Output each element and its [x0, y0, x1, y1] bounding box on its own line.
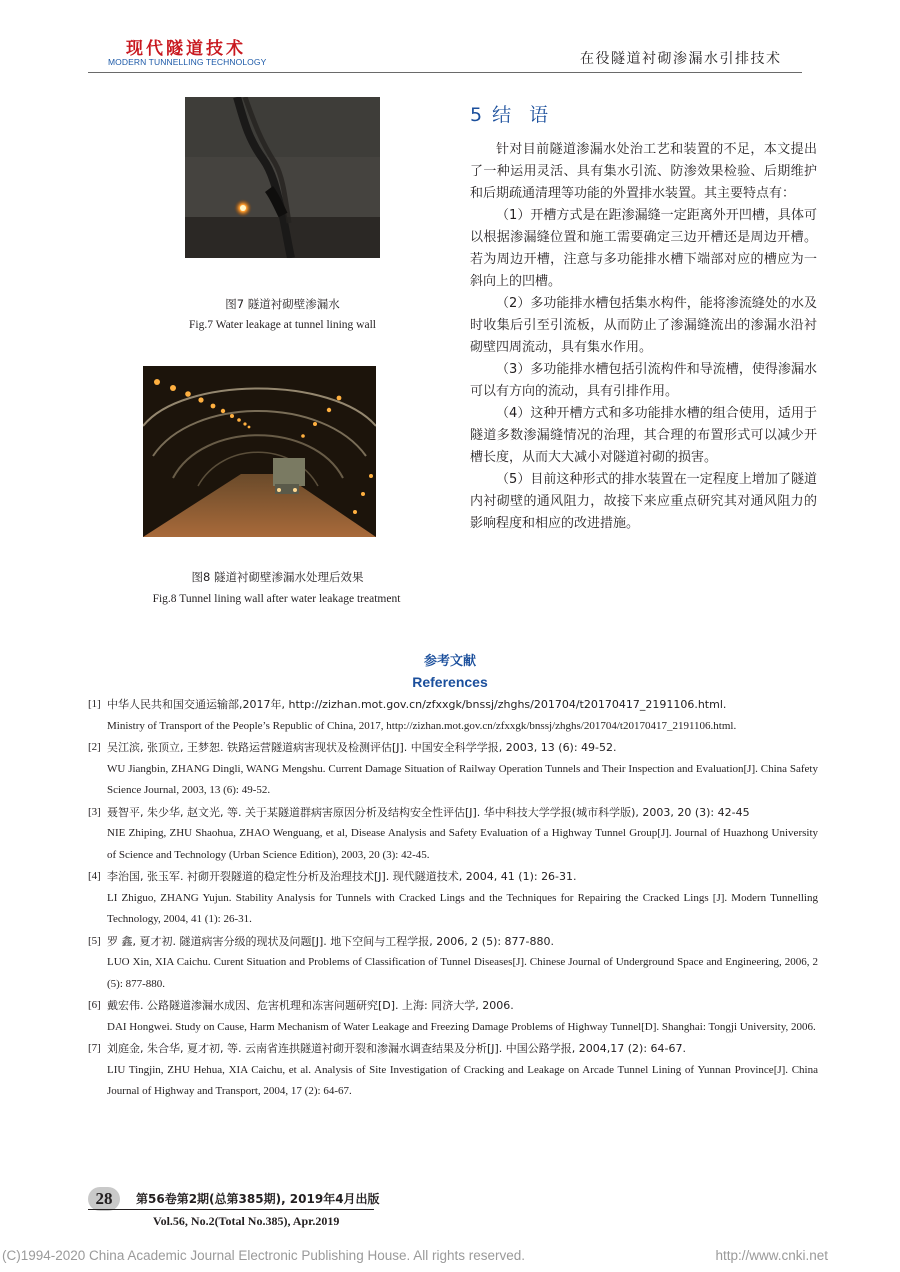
reference-item [88, 802, 818, 867]
reference-en: LUO Xin, XIA Caichu. Curent Situation and Problems of Classification of Tunnel Diseases[J]. Chinese Journal of Underground Space and Engineering, 2006, 2 (5): 877-880. [107, 956, 818, 990]
paragraph: （3）多功能排水槽包括引流构件和导流槽，使得渗漏水可以有方向的流动，具有引排作用。 [470, 362, 817, 399]
reference-number: [5] [88, 934, 101, 947]
figure-7-caption-en: Fig.7 Water leakage at tunnel lining wall [189, 319, 376, 331]
reference-en: LI Zhiguo, ZHANG Yujun. Stability Analysis for Tunnels with Cracked Lings and the Techniques for Repairing the Cracked Lings [J]. Modern Tunnelling Technology, 2004, 41 (1): 26-31. [107, 891, 818, 925]
running-title: 在役隧道衬砌渗漏水引排技术 [580, 51, 782, 67]
footer-divider [88, 1209, 374, 1210]
figure-8-photo [143, 366, 376, 537]
paragraph: 针对目前隧道渗漏水处治工艺和装置的不足，本文提出了一种运用灵活、具有集水引流、防渗效果检验、后期维护和后期疏通清理等功能的外置排水装置。其主要特点有： [470, 142, 817, 201]
paragraph: （4）这种开槽方式和多功能排水槽的组合使用，适用于隧道多数渗漏缝情况的治理，其合理的布置形式可以减少开槽长度，从而大大减小对隧道衬砌的损害。 [470, 406, 817, 465]
copyright-text: (C)1994-2020 China Academic Journal Electronic Publishing House. All rights reserved. [2, 1248, 526, 1263]
reference-cn: 中华人民共和国交通运输部,2017年, http://zizhan.mot.gov.cn/zfxxgk/bnssj/zhghs/201704/t20170417_2191106.html. [107, 698, 727, 711]
reference-item [88, 866, 818, 931]
reference-item [88, 931, 818, 996]
reference-en: NIE Zhiping, ZHU Shaohua, ZHAO Wenguang, et al, Disease Analysis and Safety Evaluation of a Highway Tunnel Group[J]. Journal of Huazhong University of Science and Technology (Urban Science Edition), 2003, 20 (3): 42-45. [107, 827, 818, 861]
reference-en: Ministry of Transport of the People’s Republic of China, 2017, http://zizhan.mot.gov.cn/zfxxgk/bnssj/zhghs/201704/t20170417_2191106.html. [107, 719, 737, 732]
figure-7-image [185, 97, 380, 258]
copyright-notice [2, 1248, 898, 1263]
paragraph: （5）目前这种形式的排水装置在一定程度上增加了隧道内衬砌壁的通风阻力，故接下来应重点研究其对通风阻力的影响程度和相应的改进措施。 [470, 472, 817, 531]
issue-info-cn: 第56卷第2期(总第385期), 2019年4月出版 [136, 1192, 380, 1206]
figure-7-caption-cn: 图7 隧道衬砌壁渗漏水 [225, 297, 340, 311]
reference-number: [6] [88, 999, 101, 1011]
reference-item [88, 737, 818, 802]
figure-8-caption-cn: 图8 隧道衬砌壁渗漏水处理后效果 [191, 570, 364, 584]
section-title: 结 语 [492, 104, 555, 126]
references-heading-en: References [412, 674, 488, 690]
figure-8-image [143, 366, 376, 537]
header-divider [88, 72, 802, 73]
figure-8-caption-en: Fig.8 Tunnel lining wall after water leakage treatment [152, 593, 401, 605]
reference-cn: 罗 鑫, 夏才初. 隧道病害分级的现状及问题[J]. 地下空间与工程学报, 2006, 2 (5): 877-880. [107, 934, 555, 948]
section-body [470, 139, 817, 535]
figure-7-photo [185, 97, 380, 258]
reference-number: [1] [88, 698, 101, 710]
reference-number: [4] [88, 870, 101, 882]
journal-name-cn: 现代隧道技术 [126, 39, 246, 59]
reference-cn: 吴江滨, 张顶立, 王梦恕. 铁路运营隧道病害现状及检测评估[J]. 中国安全科学学报, 2003, 13 (6): 49-52. [107, 741, 617, 754]
reference-item [88, 995, 818, 1038]
reference-en: WU Jiangbin, ZHANG Dingli, WANG Mengshu. Current Damage Situation of Railway Operation Tunnels and Their Inspection and Evaluation[J]. China Safety Science Journal, 2003, 13 (6): 49-52. [107, 762, 818, 796]
reference-number: [2] [88, 741, 101, 753]
reference-cn: 李治国, 张玉军. 衬砌开裂隧道的稳定性分析及治理技术[J]. 现代隧道技术, 2004, 41 (1): 26-31. [107, 870, 577, 883]
cnki-link[interactable]: http://www.cnki.net [715, 1248, 828, 1263]
reference-item [88, 694, 818, 737]
paragraph: （1）开槽方式是在距渗漏缝一定距离外开凹槽，具体可以根据渗漏缝位置和施工需要确定三边开槽还是周边开槽。若为周边开槽，注意与多功能排水槽下端部对应的槽应为一斜向上的凹槽。 [470, 208, 817, 289]
reference-item [88, 1038, 818, 1103]
reference-cn: 戴宏伟. 公路隧道渗漏水成因、危害机理和冻害问题研究[D]. 上海: 同济大学, 2006. [107, 999, 514, 1012]
reference-list [88, 694, 818, 1103]
page-number: 28 [95, 1189, 113, 1208]
reference-number: [3] [88, 805, 101, 818]
references-heading-cn: 参考文献 [423, 654, 476, 669]
issue-info-en: Vol.56, No.2(Total No.385), Apr.2019 [153, 1214, 340, 1228]
reference-en: DAI Hongwei. Study on Cause, Harm Mechanism of Water Leakage and Freezing Damage Problems of Highway Tunnel[D]. Shanghai: Tongji University, 2006. [107, 1020, 816, 1033]
reference-cn: 聂智平, 朱少华, 赵文光, 等. 关于某隧道群病害原因分析及结构安全性评估[J]. 华中科技大学学报(城市科学版), 2003, 20 (3): 42-45 [107, 805, 750, 819]
reference-number: [7] [88, 1042, 101, 1054]
section-number: 5 [470, 104, 483, 126]
reference-cn: 刘庭金, 朱合华, 夏才初, 等. 云南省连拱隧道衬砌开裂和渗漏水调查结果及分析[J]. 中国公路学报, 2004,17 (2): 64-67. [107, 1042, 687, 1055]
reference-en: LIU Tingjin, ZHU Hehua, XIA Caichu, et al. Analysis of Site Investigation of Cracking and Leakage on Arcade Tunnel Lining of Yunnan Province[J]. China Journal of Highway and Transport, 2004, 17 (2): 64-67. [107, 1063, 818, 1097]
journal-name-en: MODERN TUNNELLING TECHNOLOGY [108, 57, 267, 67]
paragraph: （2）多功能排水槽包括集水构件，能将渗流缝处的水及时收集后引至引流板，从而防止了渗漏缝流出的渗漏水沿衬砌壁四周流动，具有集水作用。 [470, 296, 817, 355]
section-heading [470, 100, 554, 127]
